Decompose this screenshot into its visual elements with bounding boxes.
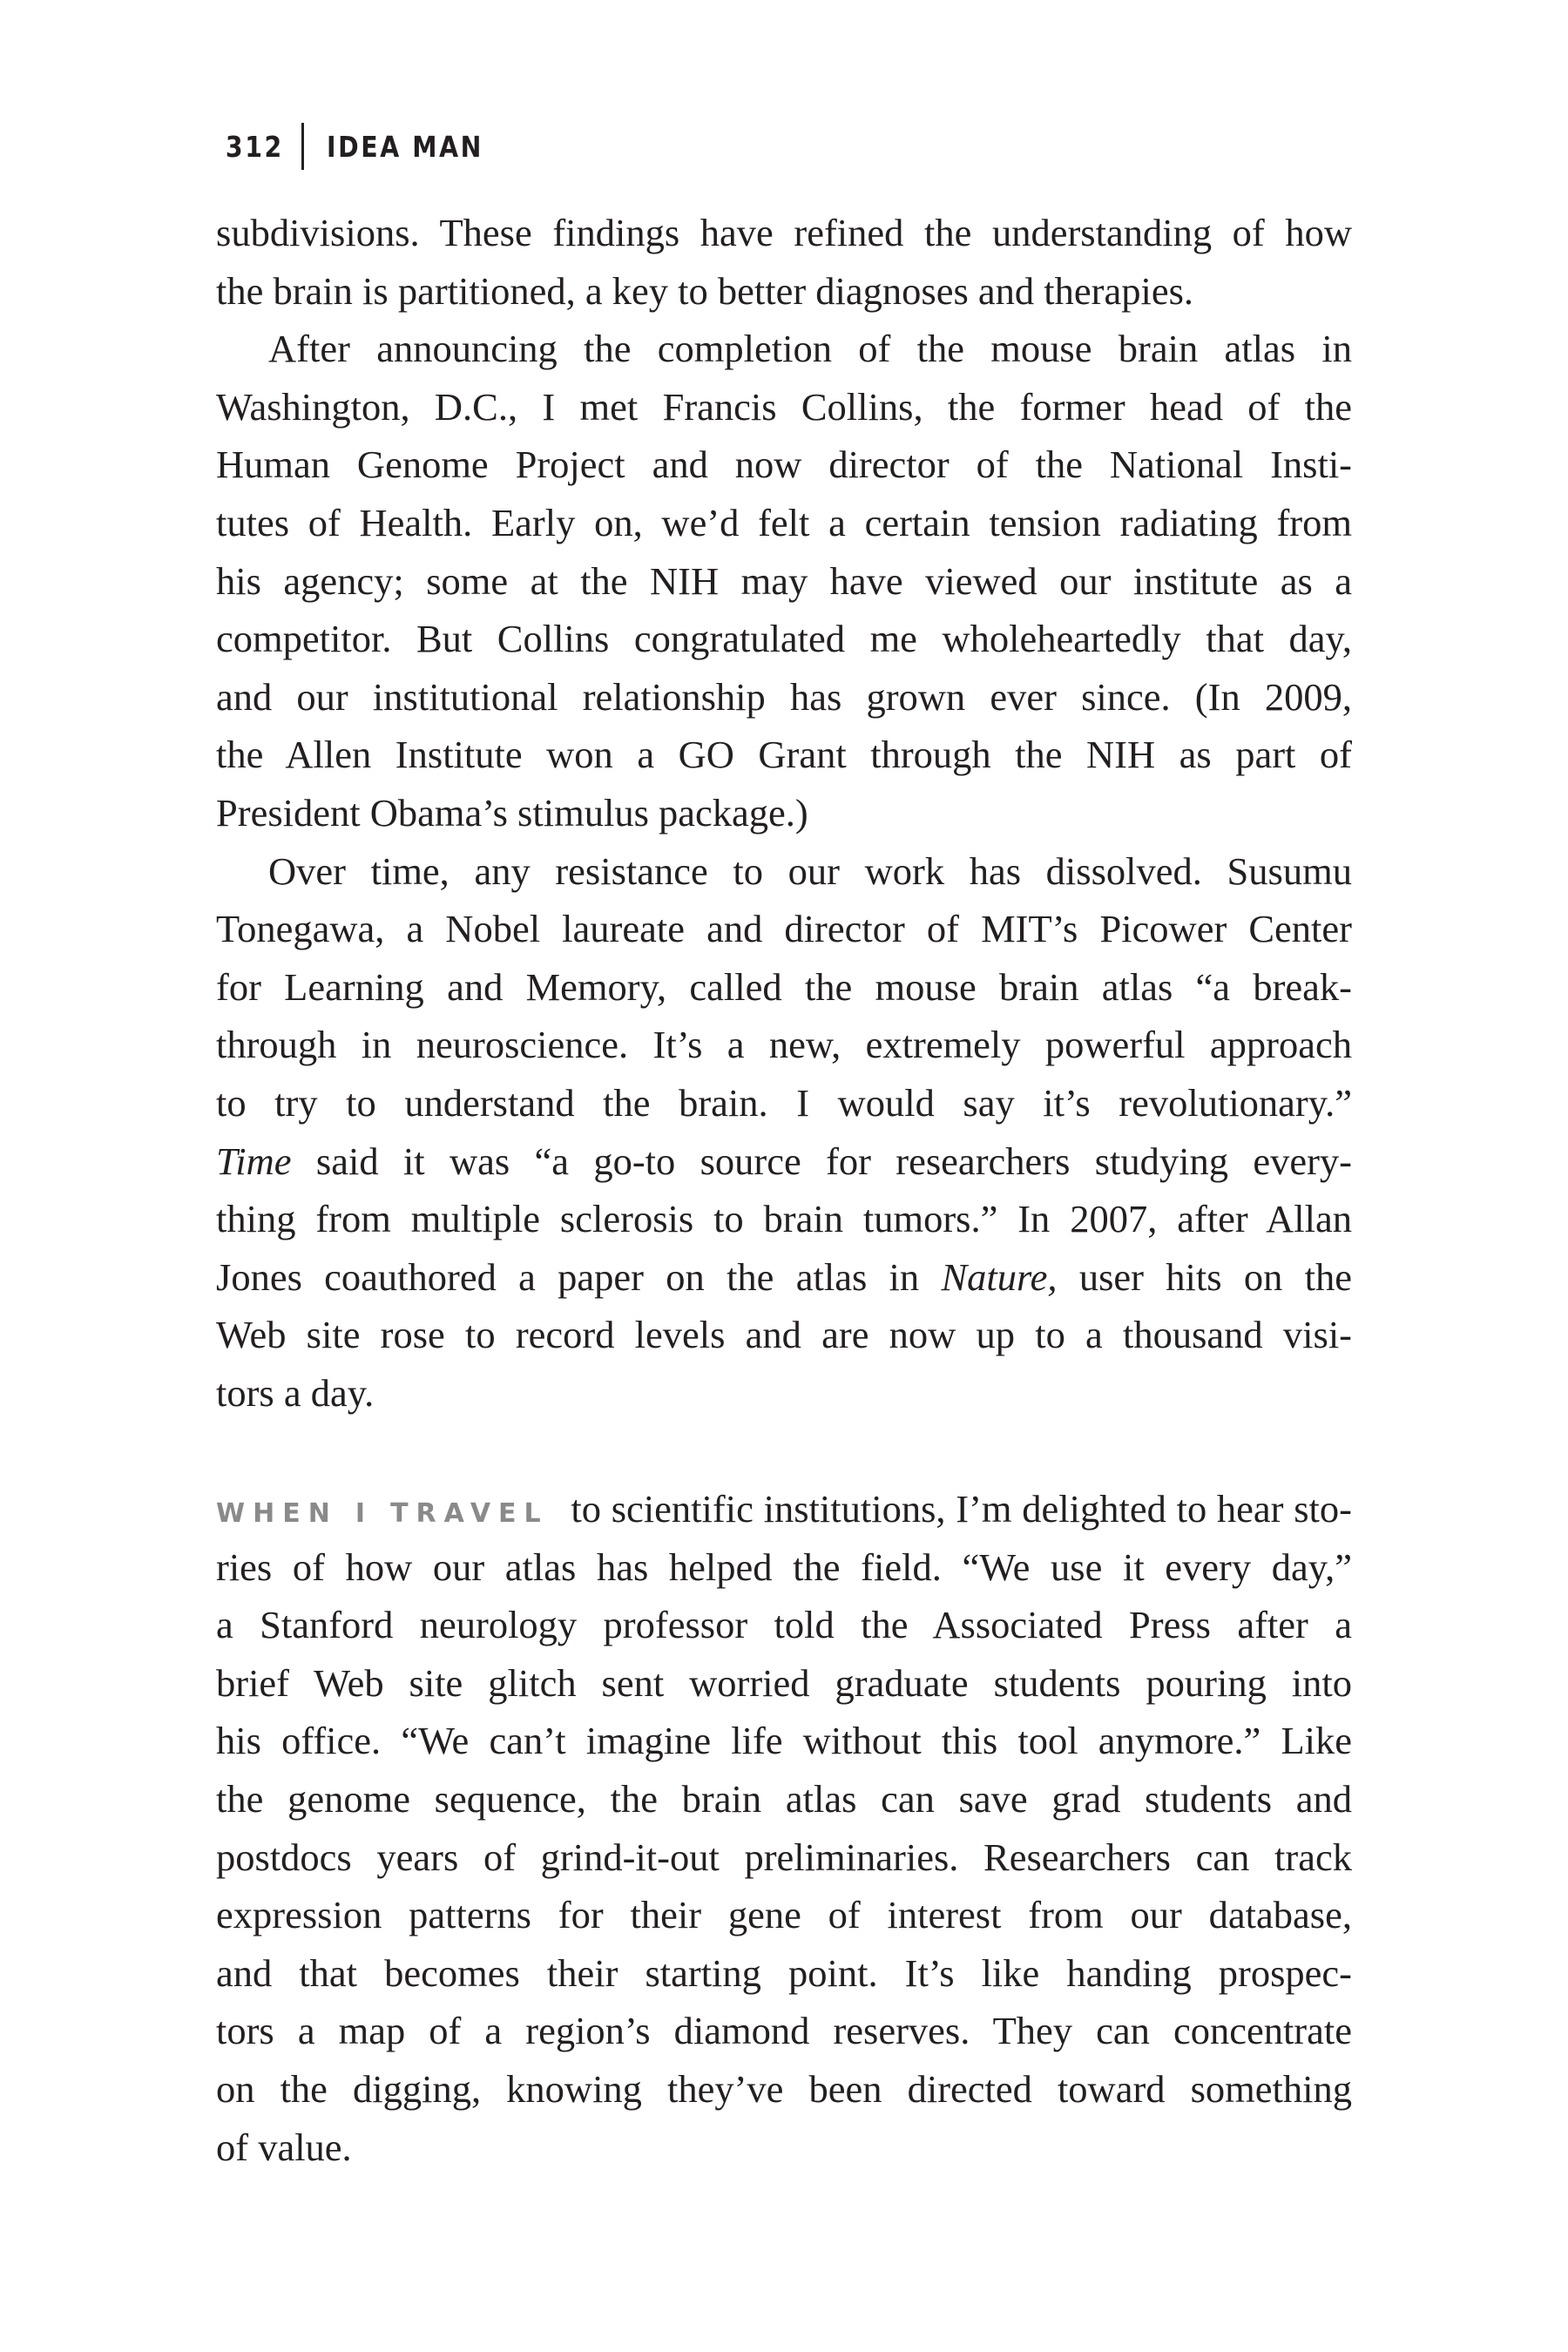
text-segment: Jones coauthored a paper on the atlas in <box>216 1254 942 1299</box>
body-text <box>216 204 1352 2176</box>
text-line <box>216 1596 1352 1654</box>
text-segment: ries of how our atlas has helped the field. “We use it every day,” <box>216 1544 1352 1589</box>
text-segment: postdocs years of grind-it-out preliminaries. Researchers can track <box>216 1835 1352 1879</box>
text-segment: Human Genome Project and now director of the National Insti- <box>216 443 1352 487</box>
text-segment: to try to understand the brain. I would say it’s revolutionary.” <box>216 1080 1352 1125</box>
text-segment: and our institutional relationship has grown ever since. (In 2009, <box>216 674 1352 719</box>
text-line <box>216 1248 1352 1307</box>
text-line <box>216 784 1352 842</box>
book-title: IDEA MAN <box>326 129 483 164</box>
text-line <box>216 2002 1352 2060</box>
italic-title: Time <box>216 1139 292 1183</box>
text-line <box>216 1132 1352 1191</box>
running-head-divider <box>301 123 304 170</box>
text-line <box>216 2119 1352 2177</box>
text-line <box>216 1480 1352 1538</box>
text-segment: the brain is partitioned, a key to better diagnoses and therapies. <box>216 268 1194 313</box>
text-segment: tors a map of a region’s diamond reserves. They can concentrate <box>216 2009 1352 2053</box>
text-segment: through in neuroscience. It’s a new, extremely powerful approach <box>216 1023 1352 1067</box>
text-line <box>216 1364 1352 1423</box>
text-segment: of value. <box>216 2125 352 2169</box>
text-segment: user hits on the <box>1057 1254 1352 1299</box>
text-line <box>216 668 1352 727</box>
text-line <box>216 726 1352 784</box>
text-line <box>216 1770 1352 1828</box>
text-segment: Web site rose to record levels and are now up to a thousand visi- <box>216 1313 1352 1357</box>
text-line <box>216 320 1352 378</box>
text-line <box>216 1074 1352 1132</box>
text-line <box>216 2060 1352 2119</box>
text-line <box>216 552 1352 611</box>
text-segment: the genome sequence, the brain atlas can save grad students and <box>216 1777 1352 1821</box>
italic-title: Nature, <box>941 1254 1058 1299</box>
text-segment: and that becomes their starting point. It’s like handing prospec- <box>216 1950 1352 1995</box>
text-segment: competitor. But Collins congratulated me wholeheartedly that day, <box>216 617 1352 661</box>
text-segment: Over time, any resistance to our work has dissolved. Susumu <box>268 848 1352 893</box>
text-line <box>216 1538 1352 1597</box>
text-segment: on the digging, knowing they’ve been directed toward something <box>216 2067 1352 2111</box>
text-segment: brief Web site glitch sent worried graduate students pouring into <box>216 1660 1352 1705</box>
text-line <box>216 204 1352 262</box>
running-head <box>216 124 509 169</box>
text-line <box>216 1944 1352 2003</box>
text-line <box>216 1306 1352 1364</box>
text-line <box>216 842 1352 901</box>
text-line <box>216 378 1352 436</box>
text-segment: tors a day. <box>216 1370 375 1415</box>
text-segment: tutes of Health. Early on, we’d felt a certain tension radiating from <box>216 500 1352 544</box>
text-line <box>216 1712 1352 1770</box>
page-number: 312 <box>225 129 284 164</box>
text-segment: After announcing the completion of the mouse brain atlas in <box>268 327 1352 371</box>
text-segment: his agency; some at the NIH may have viewed our institute as a <box>216 558 1352 603</box>
text-line <box>216 610 1352 668</box>
text-segment: President Obama’s stimulus package.) <box>216 790 808 835</box>
section-lead-in: WHEN I TRAVEL <box>216 1498 549 1530</box>
text-line <box>216 1886 1352 1944</box>
text-line <box>216 958 1352 1017</box>
text-line <box>216 436 1352 494</box>
text-segment: Tonegawa, a Nobel laureate and director of MIT’s Picower Center <box>216 907 1352 951</box>
text-line <box>216 262 1352 321</box>
text-segment: Washington, D.C., I met Francis Collins, the former head of the <box>216 384 1352 429</box>
text-segment: subdivisions. These findings have refined the understanding of how <box>216 211 1352 254</box>
text-segment: a Stanford neurology professor told the Associated Press after a <box>216 1603 1352 1647</box>
text-line <box>216 1016 1352 1074</box>
text-segment: to scientific institutions, I’m delighted to hear sto- <box>560 1487 1352 1531</box>
text-line <box>216 900 1352 958</box>
text-line <box>216 494 1352 552</box>
text-segment: thing from multiple sclerosis to brain tumors.” In 2007, after Allan <box>216 1197 1352 1241</box>
text-line <box>216 1828 1352 1887</box>
text-segment: his office. “We can’t imagine life without this tool anymore.” Like <box>216 1719 1352 1763</box>
text-segment: for Learning and Memory, called the mouse brain atlas “a break- <box>216 964 1352 1009</box>
text-segment: expression patterns for their gene of interest from our database, <box>216 1893 1352 1937</box>
section-break <box>216 1422 1352 1480</box>
text-line <box>216 1654 1352 1713</box>
text-segment: the Allen Institute won a GO Grant through the NIH as part of <box>216 733 1352 777</box>
text-segment: said it was “a go-to source for researchers studying every- <box>291 1139 1352 1183</box>
text-line <box>216 1190 1352 1248</box>
